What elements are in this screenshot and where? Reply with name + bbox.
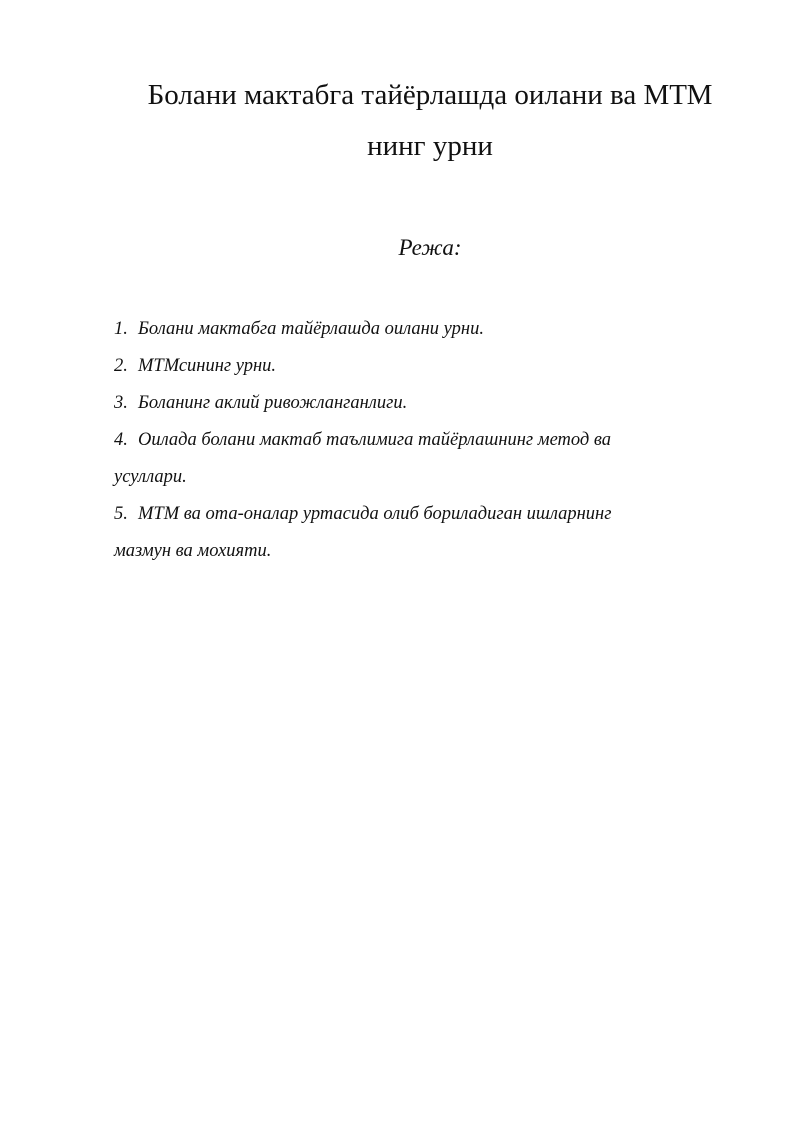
- plan-item-5: [114, 496, 704, 570]
- plan-item-1: [114, 311, 704, 348]
- plan-list: [114, 311, 704, 570]
- plan-item-number: 5.: [114, 504, 128, 524]
- page-title-line-1: Болани мактабга тайёрлашда оилани ва МТМ: [147, 79, 713, 111]
- plan-item-number: 4.: [114, 430, 128, 450]
- plan-item-text: Оилада болани мактаб таълимига тайёрлашнинг метод ва: [138, 430, 612, 450]
- plan-item-text: Болани мактабга тайёрлашда оилани урни.: [138, 319, 484, 339]
- plan-item-3: [114, 385, 704, 422]
- plan-item-number: 3.: [114, 393, 128, 413]
- plan-item-text: Боланинг аклий ривожланганлиги.: [138, 393, 408, 413]
- plan-item-text: МТМсининг урни.: [138, 356, 277, 376]
- plan-item-number: 2.: [114, 356, 128, 376]
- plan-item-4: [114, 422, 704, 496]
- plan-item-text: МТМ ва ота-оналар уртасида олиб бориладиган ишларнинг: [138, 504, 612, 524]
- page-title-line-2: нинг урни: [367, 130, 493, 162]
- plan-item-number: 1.: [114, 319, 128, 339]
- plan-heading: Режа:: [398, 235, 462, 260]
- plan-item-2: [114, 348, 704, 385]
- plan-item-text-continued: мазмун ва мохияти.: [114, 541, 272, 561]
- plan-item-text-continued: усуллари.: [114, 467, 187, 487]
